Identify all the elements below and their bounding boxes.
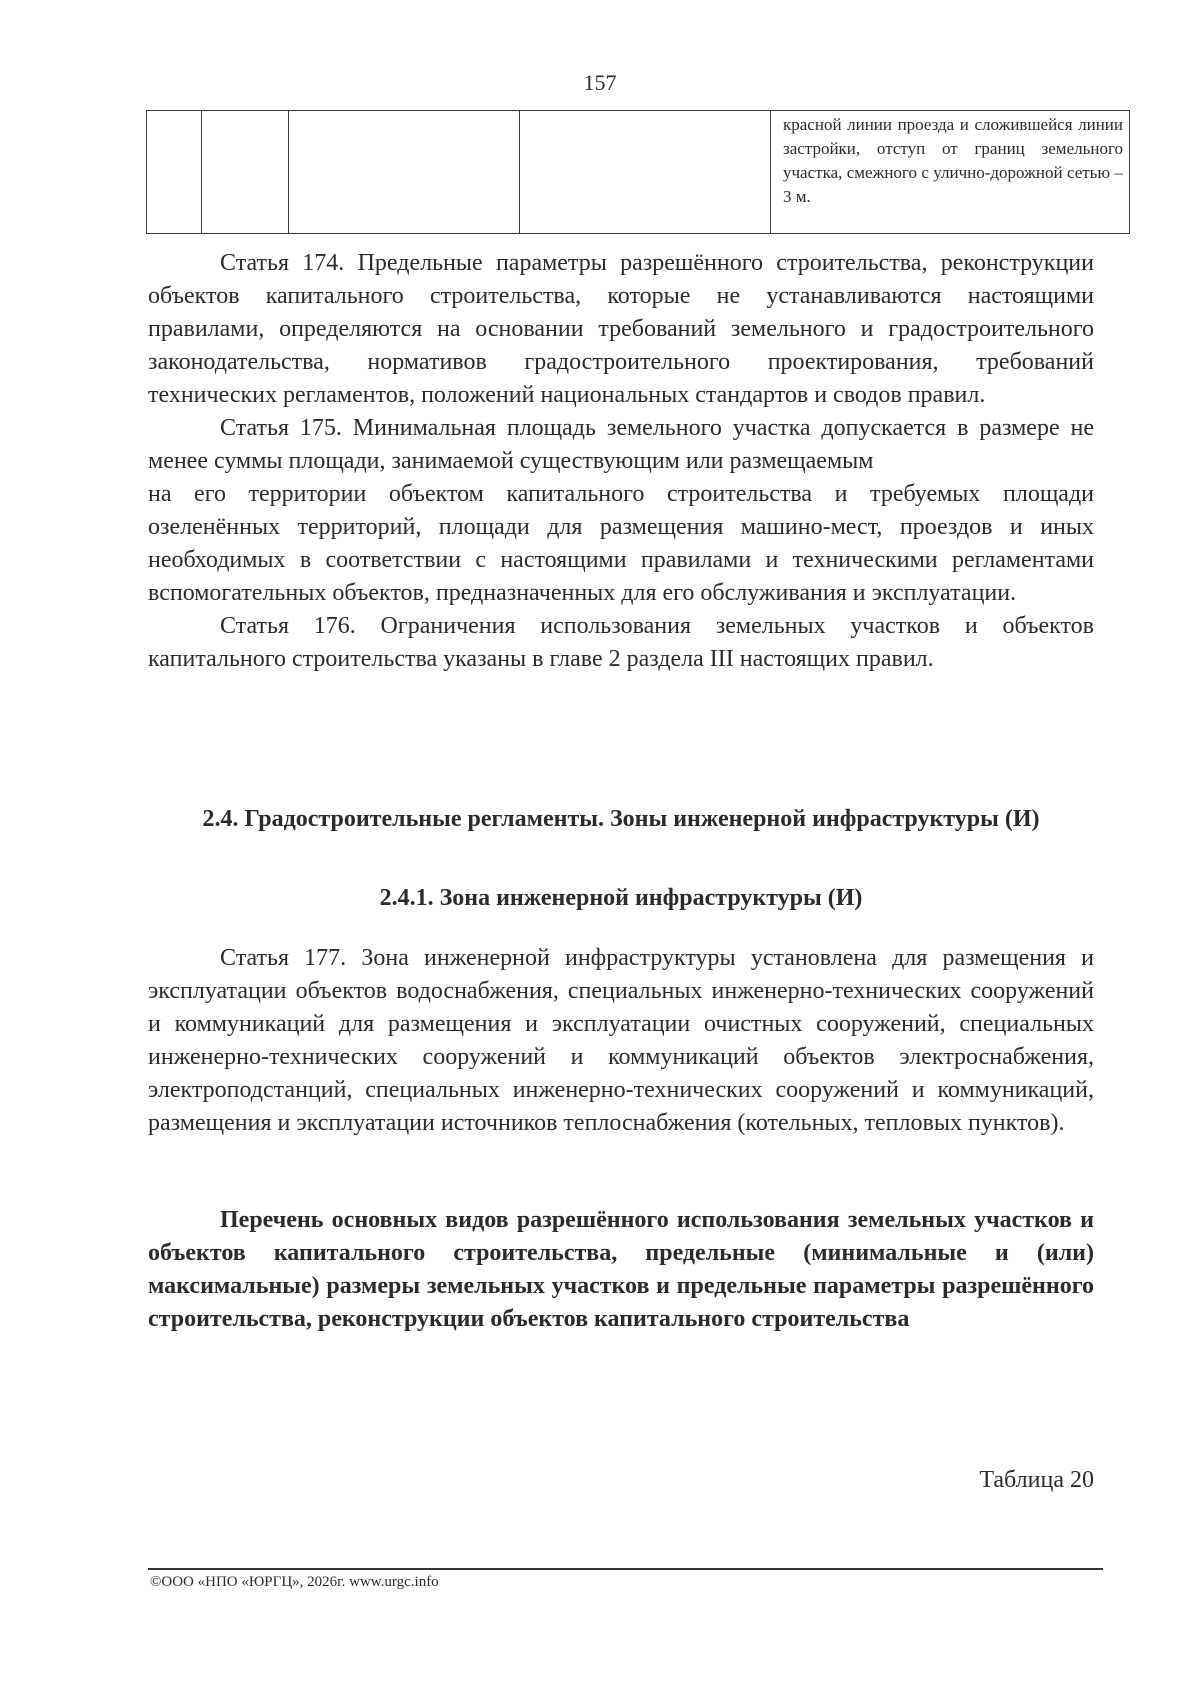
- section-heading: 2.4. Градостроительные регламенты. Зоны инженерной инфраструктуры (И): [202, 806, 1040, 832]
- table-cell-text: красной линии проезда и сложившейся линии застройки, отступ от границ земельного участка, смежного с улично-дорожной сетью – 3 м.: [771, 111, 1130, 234]
- table-cell-empty: [147, 111, 202, 234]
- article-174: Статья 174. Предельные параметры разрешённого строительства, реконструкции объектов капитального строительства, которые не устанавливаются настоящими правилами, определяются на основании требований земельного и градостроительного законодательства, нормативов градостроительного проектирования, требований технических регламентов, положений национальных стандартов и сводов правил.: [148, 250, 1094, 408]
- list-title: Перечень основных видов разрешённого использования земельных участков и объектов капитального строительства, предельные (минимальные и (или) максимальные) размеры земельных участков и предельные параметры разрешённого строительства, реконструкции объектов капитального строительства: [148, 1207, 1094, 1332]
- article-175-part2: на его территории объектом капитального строительства и требуемых площади озеленённых территорий, площади для размещения машино-мест, проездов и иных необходимых в соответствии с настоящими правилами и техническими регламентами вспомогательных объектов, предназначенных для его обслуживания и эксплуатации.: [148, 481, 1094, 606]
- article-175: [148, 412, 1094, 610]
- article-176: Статья 176. Ограничения использования земельных участков и объектов капитального строительства указаны в главе 2 раздела III настоящих правил.: [148, 613, 1094, 672]
- articles-block-2: [148, 942, 1094, 1140]
- article-177: Статья 177. Зона инженерной инфраструктуры установлена для размещения и эксплуатации объектов водоснабжения, специальных инженерно-технических сооружений и коммуникаций для размещения и эксплуатации очистных сооружений, специальных инженерно-технических сооружений и коммуникаций объектов электроснабжения, электроподстанций, специальных инженерно-технических сооружений и коммуникаций, размещения и эксплуатации источников теплоснабжения (котельных, тепловых пунктов).: [148, 945, 1094, 1136]
- continued-table: [146, 110, 1130, 234]
- footer-copyright: ©ООО «НПО «ЮРГЦ», 2026г. www.urgc.info: [150, 1574, 439, 1590]
- table-cell-empty: [289, 111, 520, 234]
- article-175-part1: Статья 175. Минимальная площадь земельного участка допускается в размере не менее суммы площади, занимаемой существующим или размещаемым: [148, 415, 1094, 474]
- table-cell-empty: [520, 111, 771, 234]
- subsection-heading: 2.4.1. Зона инженерной инфраструктуры (И): [379, 885, 863, 911]
- table-cell-empty: [202, 111, 289, 234]
- table-row: [147, 111, 1130, 234]
- table-label: Таблица 20: [979, 1467, 1094, 1493]
- articles-block-1: [148, 247, 1094, 676]
- page-number: 157: [583, 70, 617, 95]
- footer-divider: [148, 1568, 1103, 1570]
